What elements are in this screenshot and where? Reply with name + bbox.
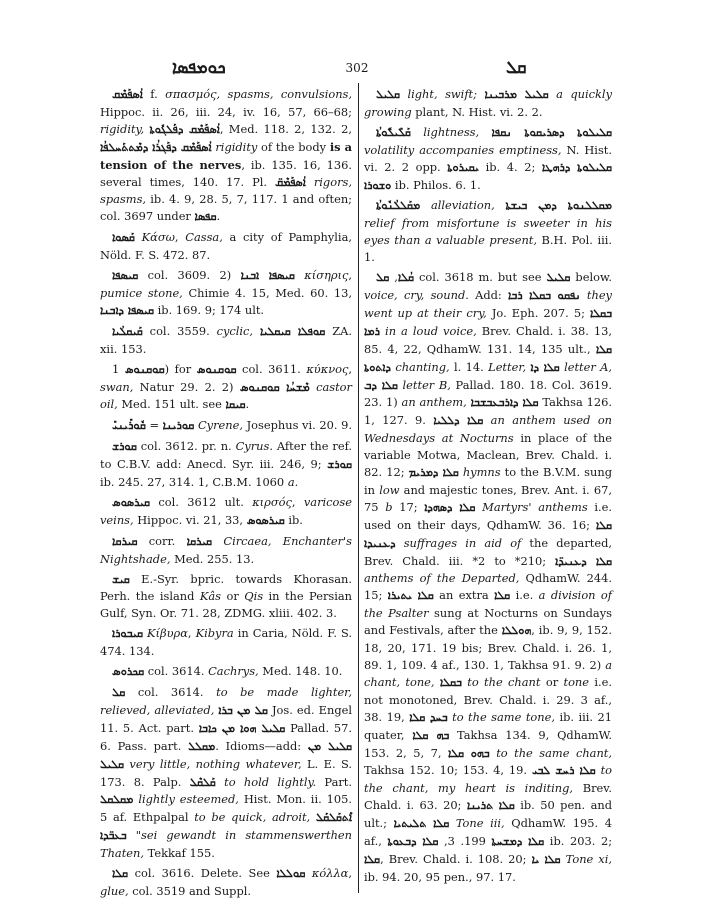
syriac-term: ܩܠܝܠ ܡܪܒܝܢܐ [484, 88, 549, 101]
entry-text: ib. 169. 9; 174 ult. [154, 302, 265, 317]
entry-text: col. 3612. pr. n. [136, 439, 236, 454]
syriac-term: ܩܠܐ ܕܐܪܒܥܒܫܒܐ [470, 396, 539, 410]
entry-text: After the ref. to C.B.V. add: Anecd. Syr. iii. 246, 9; [100, 439, 352, 472]
entry-text: N. Hist. vi. 2. 2 opp. [364, 142, 612, 174]
syriac-term: ܩܳܠܐ [397, 271, 414, 285]
entry-text: col. 3614. [144, 664, 209, 679]
entry-text [216, 775, 224, 789]
syriac-term: ܩܠܝܠ [376, 88, 400, 101]
entry-gloss: Tone xi, [565, 851, 612, 866]
entry-text: 199. 3, [438, 834, 492, 849]
syriac-term: ܡܶܫܚܳܐ ܩܘܩܢܘܣ [239, 380, 310, 394]
syriac-term: ܒܗ ܩܠܐ [412, 728, 450, 742]
entry-text: Takhsa 126. 1, 127. 9. [364, 395, 613, 428]
syriac-term: ܐܳܣܦܰܡܶܩ ܕܦܰܠܓܽܘܬܐ [149, 122, 220, 136]
entry-gloss: volatility accompanies emptiness, [364, 142, 562, 157]
entry-text: , [389, 270, 398, 285]
entry-text: i.e. [510, 588, 539, 603]
entry-text: a city of Pamphylia, Nöld. F. S. 472. 87. [100, 230, 352, 263]
syriac-term: ܩܠܝܠ ܡܢ ܩܠܝܠ [100, 739, 352, 771]
dictionary-entry [100, 625, 352, 660]
entry-gloss: , spasms, convulsions, [216, 87, 352, 101]
entry-gloss: Qis [244, 589, 264, 604]
syriac-term: ܩܠܐ ܕܐ [530, 360, 560, 374]
entry-gloss: anthems of the Departed, [364, 571, 520, 586]
dictionary-entry [100, 267, 352, 320]
syriac-term: ܝܩܝܪܘܬܐ [447, 160, 479, 174]
entry-text: 1) for [112, 361, 197, 376]
syriac-term: ܩܠܐ ܝܐ [531, 852, 561, 866]
entry-gloss: low [379, 482, 400, 497]
entry-text [212, 534, 223, 548]
entry-text: Josephus vi. 20. 9. [242, 418, 352, 433]
entry-text [479, 125, 491, 139]
dictionary-entry [100, 684, 352, 862]
dictionary-entry [100, 361, 352, 415]
syriac-term: ܐܳܣܦܰܡܶܩ ܕܦܰܓܪܳܐ ܕܡܶܬܬܰܚܠܦܳܐ [100, 140, 212, 154]
syriac-term: ܒܩܠܐ [439, 675, 462, 689]
syriac-term: ܩܠ [112, 686, 126, 699]
syriac-term: ܩܠܐ ܕܡܪܝܡ [408, 466, 459, 480]
entry-text: or [540, 674, 564, 689]
entry-text: ib. 94. 20, 95 pen., 97. 17. [364, 869, 516, 884]
entry-gloss: Kâs [199, 589, 222, 604]
entry-gloss: to the same chant, [496, 745, 613, 760]
entry-text: ib. 4. 2; [478, 159, 542, 174]
entry-text: . [245, 397, 250, 412]
syriac-term: ܡܩܠܩܠ [100, 793, 134, 807]
entry-gloss: to be made lighter, relieved, alleviated, [100, 685, 352, 717]
entry-text: QdhamW. 195. 4 af., [364, 816, 612, 849]
syriac-term: ܩܝܪܩܐ [112, 534, 138, 548]
entry-gloss: a quickly growing [364, 87, 613, 119]
entry-gloss: lightly esteemed, [138, 792, 239, 807]
syriac-term: ܩܠ [376, 271, 390, 285]
entry-text [495, 198, 506, 212]
syriac-term: ܡܩܠܠܢܘܬܐ ܕܡܢ ܒܝܫܬܐ [505, 199, 612, 213]
entry-text: , [174, 230, 186, 245]
entry-text [127, 828, 136, 842]
syriac-term: ܩܘܠܠܐ [276, 867, 306, 881]
entry-gloss: "sei gewandt in stammenswerthen Thaten, [100, 828, 352, 861]
entry-gloss: suffrages in aid of [403, 535, 522, 550]
syriac-term: ܩܝܣܦܐ ܕܐܒܢܐ [100, 303, 155, 317]
entry-gloss: to be quick, adroit, [194, 810, 311, 825]
entry-gloss: Circaea, Enchanter's Nightshade, [100, 533, 352, 566]
dictionary-entry [100, 571, 352, 623]
running-head-left: ܟܘܡܦܣܐ [172, 58, 226, 78]
entry-text: i.e. used on their days, QdhamW. 36. 16; [364, 499, 613, 532]
entry-text: col. 3614. [125, 685, 217, 699]
entry-gloss: a chant, tone, [364, 658, 612, 689]
entry-text: = [145, 418, 163, 433]
entry-gloss: rigidity, [100, 121, 145, 136]
entry-gloss: varicose veins, [100, 494, 352, 527]
greek-term: Κίβυρα [147, 626, 188, 641]
entry-text [449, 816, 456, 830]
entry-text [295, 268, 304, 282]
syriac-term: ܩܝܒܘܪܐ [112, 627, 143, 641]
entry-text: Pallad. 57. 6. Pass. part. [100, 720, 352, 753]
dictionary-entry [100, 494, 352, 530]
dictionary-entry [100, 229, 352, 264]
entry-text: , [187, 626, 196, 641]
entry-gloss: glue, [100, 883, 129, 898]
syriac-term: ܢܦܩܘ ܒܩܠܐ ܪܒܐ [508, 288, 581, 302]
entry-text: , [348, 866, 352, 881]
entry-text: E.-Syr. bpric. towards Khorasan. Perh. the island [100, 571, 352, 604]
syriac-term: ܩܠܝܠ ܗܘܐ ܡܢ ܟܐܒܐ [198, 721, 286, 735]
entry-text: col. 3616. Delete. See [128, 866, 277, 881]
entry-gloss: Cyrus. [235, 439, 273, 454]
entry-text: , ib. 9, 9, 152. 18, 20, 171. 19 bis; Brev. Chald. i. 26. 1, 89. 1, 109. 4 af., 130. 1, Takhsa 91. 9. 2) [364, 623, 612, 672]
entry-text [396, 536, 404, 550]
entry-text: of the body [257, 139, 330, 154]
entry-gloss: pumice stone, [100, 285, 183, 300]
entry-gloss: a. [287, 475, 299, 490]
entry-text: Takhsa 152. 10; 153. 4, 19. [364, 763, 532, 778]
entry-text: Hippoc. vi. 21, 33, [133, 512, 247, 527]
entry-text: col. 3618 m. but see [413, 270, 547, 285]
syriac-term: ܩܘܪܝܢܐ [162, 419, 195, 433]
syriac-term: ܩܠܝܠ [546, 271, 571, 285]
syriac-term: ܩܝܪܣܘܣ [112, 495, 151, 509]
entry-gloss: rigors, spasms, [100, 174, 352, 207]
syriac-term: ܩܰܠܺܝܠܽܘܬܳܐ [376, 125, 411, 139]
syriac-term: ܩܝܪܩܐ [186, 534, 213, 548]
entry-text: and majestic tones, Brev. Ant. i. 67, 75 [364, 482, 612, 514]
dictionary-entry [364, 86, 612, 121]
entry-gloss: Cachrys, [208, 664, 259, 679]
entry-gloss: relief from misfortune is sweeter in his eyes than a valuable present, [364, 216, 612, 248]
entry-text: col. 3559. [142, 323, 217, 338]
entry-gloss: an anthem used on Wednesdays at Nocturns [364, 413, 613, 446]
entry-gloss: hymns [462, 465, 501, 480]
syriac-term: ܡܩܰܠܠܳܢܽܘܬܳܐ [376, 199, 421, 213]
entry-gloss: lightness, [423, 124, 480, 139]
entry-text: ib. 203. 2; [544, 834, 613, 849]
syriac-term: ܐܳܣܦܰܡܶܩ̈ [275, 175, 306, 189]
left-column [100, 86, 352, 903]
column-divider [358, 83, 359, 893]
entry-gloss: Cyrene, [197, 418, 243, 433]
running-head-right: ܩܠ [506, 58, 527, 78]
entry-text: the departed, Brev. Chald. iii. *2 to *210; [364, 535, 612, 568]
entry-text: Add: [468, 287, 509, 302]
syriac-term: ܩܠܐ ܕܒ [364, 378, 398, 392]
entry-text: ib. 245. 27, 314. 1, C.B.M. 1060 [100, 475, 288, 490]
entry-gloss: swan, [100, 379, 134, 394]
syriac-term: ܩܠܐ ܕܣܗܕܐ [424, 500, 476, 514]
syriac-term: ܐܶܬܩܰܠܩܰܠ ܒܥܒ̈ܕܐ [100, 811, 353, 843]
entry-text: ib. iii. 21 quater, [364, 709, 612, 742]
syriac-term: ܗܘܠܠܐ [501, 624, 532, 638]
entry-gloss: voice, cry, sound. [364, 287, 469, 302]
entry-gloss: Cassa, [185, 230, 223, 245]
entry-text: ib. [284, 512, 303, 527]
greek-term: κιρσός [252, 494, 292, 509]
entry-text: 17; [392, 499, 425, 514]
entry-gloss: Kibyra [195, 626, 234, 641]
entry-text: Takhsa 134. 9, QdhamW. 153. 2, 5, 7, [364, 727, 612, 760]
entry-gloss: cyclic, [216, 323, 254, 338]
entry-gloss: to hold lightly. [224, 774, 317, 789]
greek-term: Κάσω [141, 230, 175, 245]
entry-text: Hippoc. ii. 26, iii. 24, iv. 16, 57, 66–68; [100, 104, 352, 119]
syriac-term: ܩܘܦܠܐ ܩܝܩܠܝܐ [259, 324, 326, 338]
syriac-term: ܩܠܐ ܕܐܬܘܬܐ [364, 342, 612, 374]
entry-text: Med. 255. 13. [170, 551, 255, 566]
entry-text: in Caria, Nöld. F. S. 474. 134. [100, 626, 352, 659]
entry-gloss: Letter, [488, 359, 527, 374]
syriac-term: ܡܩܠܠ [188, 739, 216, 753]
entry-text: to the B.V.M. sung in [364, 465, 612, 497]
entry-text: . Idioms—add: [215, 738, 308, 753]
syriac-term: ܩܦܣܐ [194, 210, 217, 224]
greek-term: σπασμός [165, 87, 217, 101]
entry-text: Jo. Eph. 207. 5; [486, 305, 590, 320]
entry-text: corr. [137, 533, 187, 548]
syriac-term: ܐܳܣܦܰܡܶܩ [112, 88, 143, 101]
entry-text: QdhamW. 244. 15; [364, 571, 612, 603]
syriac-term: ܩܠ ܡܢ ܒܪܐ [218, 703, 268, 717]
entry-text: Hist. Mon. ii. 105. 5 af. Ethpalpal [100, 792, 353, 825]
dictionary-entry [100, 533, 352, 568]
entry-text: Med. 151 ult. see [117, 397, 226, 412]
entry-text: Brev. Chald. i. 63. 20; [364, 781, 612, 813]
syriac-term: ܩܠܐ ܕܥܢܝܕܐ [364, 518, 612, 550]
entry-text: col. 3612 ult. [150, 494, 253, 509]
entry-text: , [348, 268, 352, 283]
entry-text [483, 413, 490, 427]
entry-text [549, 87, 557, 101]
dictionary-entry [100, 865, 352, 900]
entry-gloss: chanting, [395, 359, 450, 374]
entry-text: , [291, 494, 304, 509]
entry-text [420, 198, 431, 212]
syriac-term: ܩܘܪܫ [112, 440, 137, 454]
dictionary-entry [100, 417, 352, 435]
entry-text: ib. 4. 9, 28. 5, 7, 117. 1 and often; col. 3697 under [100, 192, 352, 224]
entry-gloss: very little, nothing whatever, [129, 756, 302, 771]
entry-text: Chimie 4. 15, Med. 60. 13, [182, 285, 352, 300]
syriac-term: ܩܘܩܢܘܣ [124, 362, 165, 376]
syriac-term: ܒܗܘ ܩܠܐ [447, 746, 490, 760]
dictionary-entry [364, 124, 612, 195]
syriac-term: ܩܠܐ ܝܬܝܪܐ [387, 589, 434, 603]
entry-gloss: they went up at their cry, [364, 287, 612, 320]
entry-gloss: to the same tone, [452, 709, 555, 724]
entry-gloss: an anthem, [401, 395, 467, 410]
entry-text: B.H. Pol. iii. 1. [364, 233, 612, 265]
entry-text: f. [142, 87, 166, 101]
syriac-term: ܩܠܐ ܕܠܠܝܐ [433, 414, 484, 428]
syriac-term: ܩܠܐ ܬܪܝܢܐ [466, 799, 515, 813]
syriac-term: ܩܠܐ [364, 852, 381, 866]
entry-text: Tekkaf 155. [144, 846, 215, 861]
entry-text [135, 230, 142, 244]
dictionary-entry [100, 663, 352, 681]
entry-text: col. 3611. [236, 361, 307, 376]
entry-text: i.e. not monotoned, Brev. Chald. i. 29. 3 af., 38. 19, [364, 674, 612, 724]
syriac-term: ܩܠܐ ܕܒܥܘܬܐ [387, 835, 439, 849]
syriac-term: ܩܰܠܩܶܠ [189, 775, 216, 789]
entry-text: in place of the variable Motwa, Maclean, Brev. Chald. i. 82. 12; [364, 431, 612, 480]
syriac-term: ܩܝܣܦܐ ܐܒܢܐ [240, 269, 295, 283]
entry-text: ib. 50 pen. and ult.; [364, 798, 612, 831]
entry-gloss: letter B, [402, 377, 451, 392]
entry-text: Part. [316, 774, 353, 789]
entry-text: , [348, 361, 352, 376]
entry-text: below. [570, 270, 612, 285]
entry-text: Natur 29. 2. 2) [133, 379, 240, 394]
entry-text: in the Persian Gulf, Syn. Or. 71. 28, ZDMG. xliii. 402. 3. [100, 589, 353, 621]
entry-gloss: letter A, [564, 359, 612, 374]
entry-gloss: to the chant, my heart is inditing, [364, 763, 613, 796]
entry-gloss: to the chant [467, 674, 541, 689]
syriac-term: ܩܠܐ [494, 589, 511, 603]
entry-text: , ib. 135. 16, 136. several times, 140. 17. Pl. [100, 157, 353, 189]
entry-gloss: b [385, 499, 393, 514]
syriac-term: ܩܝܫ [112, 572, 130, 586]
entry-gloss: light, swift; [407, 87, 477, 101]
entry-text [306, 175, 314, 189]
dictionary-entry [364, 197, 612, 266]
dictionary-entry [100, 323, 352, 358]
entry-gloss: in a loud voice, [385, 323, 477, 338]
syriac-term: ܩܟܪܘܣ [112, 665, 145, 679]
syriac-term: ܩܘܩܢܘܣ [196, 362, 237, 376]
entry-gloss: Tone iii, [455, 816, 505, 831]
syriac-term: ܩܰܣܘܐ [112, 231, 135, 245]
syriac-term: ܩܽܘܪܺܝܢܝܺ [112, 419, 146, 433]
greek-term: κύκνος [306, 361, 349, 376]
entry-text: ZA. xii. 153. [100, 323, 352, 356]
entry-text: or [221, 589, 245, 604]
greek-term: κίσηρις [304, 268, 349, 283]
entry-text: Med. 148. 10. [258, 664, 343, 679]
syriac-term: ܒܩܠܐ ܪܡܐ [364, 306, 612, 338]
entry-text: Jos. ed. Engel 11. 5. Act. part. [100, 702, 352, 735]
dictionary-entry [364, 269, 612, 886]
syriac-term: ܩܝܣܦܐ [112, 269, 139, 283]
syriac-term: ܒܚܕ ܩܠܐ [409, 710, 448, 724]
entry-gloss: tone [563, 674, 590, 689]
entry-gloss: alleviation, [430, 198, 495, 213]
entry-bold: is a tension of the nerves [100, 139, 352, 172]
syriac-term: ܩܝܪܣܘܣ [246, 513, 285, 527]
dictionary-entry [100, 438, 352, 491]
page-number: 302 [345, 61, 369, 75]
syriac-term: ܩܠܝܠܘܬܐ ܕܣܪܝܩܘܬܐ ܢܩܦܐ [491, 125, 613, 139]
syriac-term: ܩܰܝܩܠܳܝܐ [112, 324, 143, 338]
syriac-term: ܩܘܪܫ [327, 458, 352, 472]
entry-text: plant, N. Hist. vi. 2. 2. [411, 104, 543, 119]
entry-text: ib. Philos. 6. 1. [391, 177, 481, 192]
greek-term: κόλλα [311, 866, 349, 881]
entry-gloss: rigidity [215, 139, 258, 154]
entry-gloss: Martyrs' anthems [482, 499, 588, 514]
entry-gloss: a division of the Psalter [364, 588, 613, 621]
entry-text: L. E. S. 173. 8. Palp. [100, 756, 352, 789]
syriac-term: ܩܠܐ [112, 867, 129, 881]
entry-text: Pallad. 180. 18. Col. 3619. 23. 1) [364, 377, 613, 410]
syriac-term: ܩܠܐ ܕܡܫܚܬܐ [491, 835, 545, 849]
syriac-term: ܩܠܐ ܬܠܝܬܝܐ [393, 817, 450, 831]
right-column [364, 86, 612, 889]
entry-text [253, 324, 260, 338]
entry-text: , Brev. Chald. i. 108. 20; [380, 851, 532, 866]
syriac-term: ܩܠܐ ܕܥܢܝܕ̈ܐ [555, 554, 612, 568]
entry-text: sung at Nocturns on Sundays and Festivals, after the [364, 606, 612, 638]
entry-text: l. 14. [449, 359, 489, 374]
entry-text: , Med. 118. 2, 132. 2, [219, 121, 352, 136]
entry-text: col. 3609. 2) [138, 268, 241, 283]
dictionary-entry [100, 86, 352, 226]
syriac-term: ܩܠܝܠܘܬܐ ܕܪܗܛܐ ܘܫܘܪܐ [364, 160, 613, 192]
entry-text: an extra [433, 588, 495, 603]
entry-text: Brev. Chald. i. 38. 13, 85. 4, 22, QdhamW. 131. 14, 135 ult., [364, 323, 612, 356]
entry-text: col. 3519 and Suppl. [128, 883, 252, 898]
entry-gloss: castor oil, [100, 379, 352, 412]
syriac-term: ܩܠܐ ܪܚܫ ܠܒܝ [531, 764, 596, 778]
syriac-term: ܩܝܩܐ [225, 398, 246, 412]
entry-text: . [216, 209, 221, 224]
entry-text [411, 125, 423, 139]
